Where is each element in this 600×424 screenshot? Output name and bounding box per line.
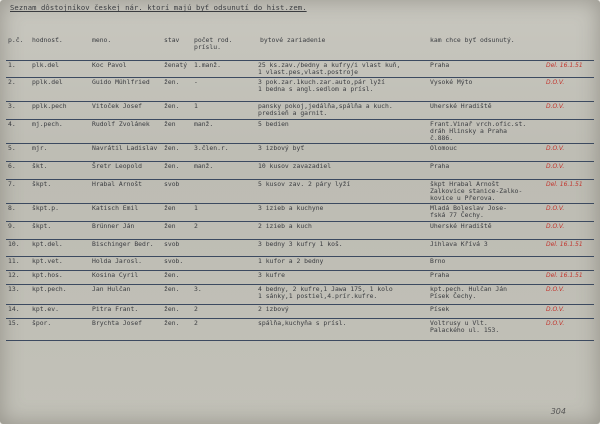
table-row xyxy=(6,256,594,270)
cell-destination: Vysoké Mýto xyxy=(430,77,473,86)
cell-housing: 3 kufre xyxy=(258,270,285,279)
cell-family: 1 xyxy=(194,101,198,110)
cell-note xyxy=(544,256,594,270)
cell-status: žen xyxy=(164,221,176,230)
cell-rank: plk.del xyxy=(32,60,59,69)
table-row xyxy=(6,221,594,239)
cell-status: žen. xyxy=(164,161,180,170)
cell-status: ženatý xyxy=(164,60,188,69)
cell-note: Del. 16.1.51 xyxy=(546,61,583,69)
cell-destination: Praha xyxy=(430,161,450,170)
cell-rank: kpt.vet. xyxy=(32,256,63,265)
table-row xyxy=(6,77,594,101)
cell-family: 1.manž. xyxy=(194,60,221,69)
header-rank: hodnosť. xyxy=(32,36,63,44)
cell-status: žen. xyxy=(164,304,180,313)
cell-status: svob. xyxy=(164,256,184,265)
cell-note: D.O.V. xyxy=(546,285,565,293)
cell-name: Pitra Frant. xyxy=(92,304,139,313)
cell-note: D.O.V. xyxy=(546,102,565,110)
cell-name: Navrátil Ladislav xyxy=(92,143,158,152)
cell-housing: pansky pokoj,jedálňa,spálňa a kuch. predsieň a garnit. xyxy=(258,101,393,117)
cell-destination: Voltrusy u Vlt. Palackého ul. 153. xyxy=(430,318,500,334)
cell-status: svob xyxy=(164,239,180,248)
cell-status: svob xyxy=(164,179,180,188)
header-name: meno. xyxy=(92,36,112,44)
cell-housing: 10 kusov zavazadiel xyxy=(258,161,332,170)
cell-num: 6. xyxy=(8,161,16,170)
cell-name: Brychta Josef xyxy=(92,318,143,327)
cell-rank: mj.pech. xyxy=(32,119,63,128)
cell-status: žen. xyxy=(164,101,180,110)
table-row xyxy=(6,304,594,318)
table-row xyxy=(6,161,594,179)
table-row xyxy=(6,203,594,221)
cell-status: žen. xyxy=(164,270,180,279)
cell-name: Kosina Cyril xyxy=(92,270,139,279)
cell-housing: 2 izbový xyxy=(258,304,289,313)
cell-family: 3.člen.r. xyxy=(194,143,229,152)
cell-rank: špor. xyxy=(32,318,52,327)
cell-rank: škpt. xyxy=(32,179,52,188)
cell-num: 2. xyxy=(8,77,16,86)
cell-num: 1. xyxy=(8,60,16,69)
cell-status: žen xyxy=(164,203,176,212)
cell-family: manž. xyxy=(194,119,214,128)
table-row xyxy=(6,143,594,161)
cell-note: D.O.V. xyxy=(546,78,565,86)
cell-num: 13. xyxy=(8,284,20,293)
cell-family: 2 xyxy=(194,318,198,327)
cell-name: Brünner Ján xyxy=(92,221,135,230)
cell-name: Hrabal Arnošt xyxy=(92,179,143,188)
cell-housing: 4 bedny, 2 kufre,1 Jawa 175, 1 kolo 1 sánky,1 postiel,4.prír.kufre. xyxy=(258,284,393,300)
cell-name: Vitoček Josef xyxy=(92,101,143,110)
cell-housing: 3 izbový byť xyxy=(258,143,305,152)
cell-family xyxy=(192,270,238,284)
cell-housing: 2 izieb a kuch xyxy=(258,221,312,230)
cell-rank: pplk.pech xyxy=(32,101,67,110)
table-row xyxy=(6,270,594,284)
cell-destination: Uherské Hradiště xyxy=(430,221,492,230)
cell-rank: škt. xyxy=(32,161,48,170)
cell-family: 2 xyxy=(194,221,198,230)
cell-destination: škpt Hrabal Arnošt Zalkovice stanice-Zalko- kovice u Přerova. xyxy=(430,179,523,202)
cell-num: 11. xyxy=(8,256,20,265)
cell-status: žen. xyxy=(164,143,180,152)
cell-family: - xyxy=(194,77,198,86)
cell-num: 3. xyxy=(8,101,16,110)
cell-destination: Praha xyxy=(430,60,450,69)
cell-num: 5. xyxy=(8,143,16,152)
header-notes xyxy=(544,36,594,60)
cell-name: Holda Jarosl. xyxy=(92,256,143,265)
cell-note: D.O.V. xyxy=(546,162,565,170)
cell-name: Koc Pavol xyxy=(92,60,127,69)
table-row xyxy=(6,179,594,203)
cell-destination: Uherské Hradiště xyxy=(430,101,492,110)
cell-family xyxy=(192,256,238,270)
header-housing: bytové zariadenie xyxy=(260,36,326,44)
cell-family: 3. xyxy=(194,284,202,293)
cell-num: 8. xyxy=(8,203,16,212)
cell-note: Del. 16.1.51 xyxy=(546,271,583,279)
cell-status: žen. xyxy=(164,284,180,293)
cell-status: žen. xyxy=(164,318,180,327)
table-row xyxy=(6,119,594,143)
cell-rank: kpt.del. xyxy=(32,239,63,248)
header-destination: kam chce byť odsunutý. xyxy=(430,36,515,44)
cell-num: 4. xyxy=(8,119,16,128)
cell-name: Bischinger Bedr. xyxy=(92,239,154,248)
cell-note: D.O.V. xyxy=(546,204,565,212)
cell-name: Rudolf Zvolánek xyxy=(92,119,150,128)
cell-family xyxy=(192,179,238,203)
cell-destination: Praha xyxy=(430,270,450,279)
document-title: Seznam dôstojníkov českej nár. ktorí majú byť odsunutí do hist.zem. xyxy=(10,3,307,12)
cell-housing: 3 pok.zar.1kuch.zar.auto,pár lyží 1 bedna s angl.sedlom a prísl. xyxy=(258,77,385,93)
cell-destination: Frant.Vinař vrch.ofic.st. dráh Hlinsky a Praha č.886. xyxy=(430,119,527,142)
cell-name: Jan Hulčan xyxy=(92,284,131,293)
cell-housing: 5 bedien xyxy=(258,119,289,128)
cell-family: 2 xyxy=(194,304,198,313)
cell-family: 1 xyxy=(194,203,198,212)
cell-num: 10. xyxy=(8,239,20,248)
page-number: 304 xyxy=(550,407,566,416)
cell-housing: 3 izieb a kuchyne xyxy=(258,203,324,212)
cell-housing: 25 ks.zav./bedny a kufry/i vlast kuň, 1 vlast.pes,vlast.postroje xyxy=(258,60,401,76)
cell-num: 14. xyxy=(8,304,20,313)
cell-rank: pplk.del xyxy=(32,77,63,86)
cell-destination: Mladá Boleslav Jose- fská 77 Čechy. xyxy=(430,203,507,219)
header-status: stav xyxy=(164,36,180,44)
cell-num: 15. xyxy=(8,318,20,327)
cell-rank: kpt.hos. xyxy=(32,270,63,279)
cell-name: Guido Mühlfried xyxy=(92,77,150,86)
cell-housing: 3 bedny 3 kufry 1 koš. xyxy=(258,239,343,248)
table-row xyxy=(6,284,594,304)
cell-name: Katisch Emil xyxy=(92,203,139,212)
cell-destination: Písek xyxy=(430,304,450,313)
cell-family xyxy=(192,239,238,256)
cell-status: žen xyxy=(164,119,176,128)
cell-name: Šretr Leopold xyxy=(92,161,143,170)
table-row xyxy=(6,60,594,77)
table-row xyxy=(6,239,594,256)
cell-status: žen. xyxy=(164,77,180,86)
cell-housing: spálňa,kuchyňa s prísl. xyxy=(258,318,347,327)
cell-num: 12. xyxy=(8,270,20,279)
cell-destination: Brno xyxy=(430,256,446,265)
cell-note: D.O.V. xyxy=(546,144,565,152)
cell-destination: Jihlava Křívá 3 xyxy=(430,239,488,248)
cell-num: 7. xyxy=(8,179,16,188)
cell-num: 9. xyxy=(8,221,16,230)
cell-housing: 1 kufor a 2 bedny xyxy=(258,256,324,265)
header-family: počet rod. príslu. xyxy=(194,36,233,51)
cell-rank: mjr. xyxy=(32,143,48,152)
cell-note xyxy=(544,119,594,143)
header-num: p.č. xyxy=(8,36,24,44)
cell-rank: škpt.p. xyxy=(32,203,59,212)
cell-family: manž. xyxy=(194,161,214,170)
cell-rank: kpt.pech. xyxy=(32,284,67,293)
cell-note: Del. 16.1.51 xyxy=(546,240,583,248)
cell-destination: Olomouc xyxy=(430,143,457,152)
cell-note: Del. 16.1.51 xyxy=(546,180,583,188)
officer-list-table xyxy=(6,36,594,341)
cell-note: D.O.V. xyxy=(546,305,565,313)
table-row xyxy=(6,318,594,340)
cell-housing: 5 kusov zav. 2 páry lyží xyxy=(258,179,351,188)
table-header-row xyxy=(6,36,594,60)
cell-note: D.O.V. xyxy=(546,222,565,230)
cell-rank: škpt. xyxy=(32,221,52,230)
cell-rank: kpt.ev. xyxy=(32,304,59,313)
table-row xyxy=(6,101,594,119)
cell-destination: kpt.pech. Hulčan Ján Písek Čechy. xyxy=(430,284,507,300)
cell-note: D.O.V. xyxy=(546,319,565,327)
